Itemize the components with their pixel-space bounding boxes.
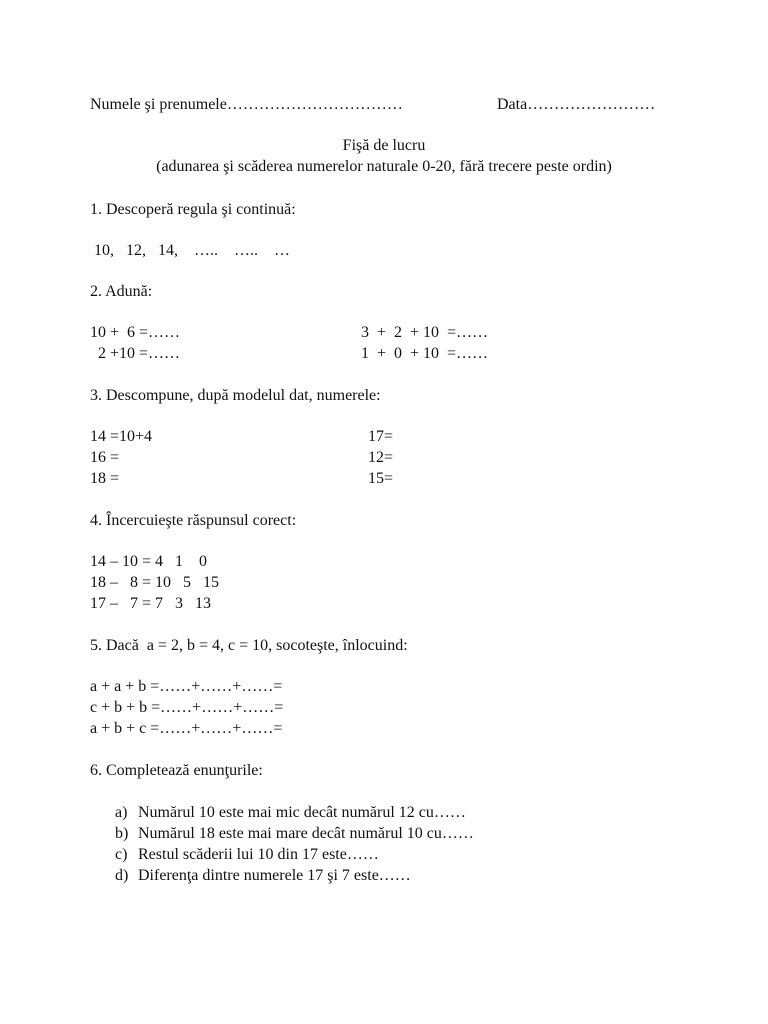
exercise-4-heading: 4. Încercuieşte răspunsul corect:: [90, 512, 297, 529]
worksheet-subtitle: (adunarea şi scăderea numerelor naturale 0-20, fără trecere peste ordin): [156, 158, 612, 175]
exercise-5-row-2: c + b + b =……+……+……=: [90, 699, 284, 716]
exercise-2-heading: 2. Adună:: [90, 283, 153, 300]
exercise-4-row-3: 17 – 7 = 7 3 13: [90, 595, 212, 612]
exercise-3-left-2: 16 =: [90, 449, 120, 466]
exercise-6-marker-d: d): [115, 867, 129, 884]
exercise-6-item-b: Numărul 18 este mai mare decât numărul 10 cu……: [138, 825, 474, 842]
exercise-3-right-2: 12=: [368, 449, 394, 466]
exercise-4-row-1: 14 – 10 = 4 1 0: [90, 553, 208, 570]
exercise-6-heading: 6. Completează enunţurile:: [90, 762, 263, 779]
name-field-label: Numele şi prenumele……………………………: [90, 96, 403, 113]
exercise-3-right-1: 17=: [368, 428, 394, 445]
exercise-3-heading: 3. Descompune, după modelul dat, numerele:: [90, 387, 381, 404]
exercise-5-row-1: a + a + b =……+……+……=: [90, 678, 283, 695]
exercise-1-heading: 1. Descoperă regula şi continuă:: [90, 201, 296, 218]
exercise-5-heading: 5. Dacă a = 2, b = 4, c = 10, socoteşte, înlocuind:: [90, 637, 408, 654]
exercise-2-right-1: 3 + 2 + 10 =……: [361, 324, 489, 341]
exercise-2-left-1: 10 + 6 =……: [90, 324, 181, 341]
exercise-3-left-1: 14 =10+4: [90, 428, 153, 445]
exercise-2-right-2: 1 + 0 + 10 =……: [361, 345, 489, 362]
exercise-4-row-2: 18 – 8 = 10 5 15: [90, 574, 220, 591]
exercise-1-sequence: 10, 12, 14, ….. ….. …: [94, 242, 290, 259]
worksheet-title: Fişă de lucru: [342, 137, 426, 154]
exercise-6-item-d: Diferenţa dintre numerele 17 şi 7 este……: [138, 867, 411, 884]
exercise-3-left-3: 18 =: [90, 470, 120, 487]
exercise-6-marker-b: b): [115, 825, 129, 842]
exercise-6-item-a: Numărul 10 este mai mic decât numărul 12 cu……: [138, 804, 466, 821]
exercise-6-marker-a: a): [115, 804, 128, 821]
exercise-3-right-3: 15=: [368, 470, 394, 487]
exercise-6-marker-c: c): [115, 846, 128, 863]
date-field-label: Data……………………: [497, 96, 656, 113]
exercise-5-row-3: a + b + c =……+……+……=: [90, 720, 283, 737]
exercise-2-left-2: 2 +10 =……: [90, 345, 181, 362]
exercise-6-item-c: Restul scăderii lui 10 din 17 este……: [138, 846, 379, 863]
